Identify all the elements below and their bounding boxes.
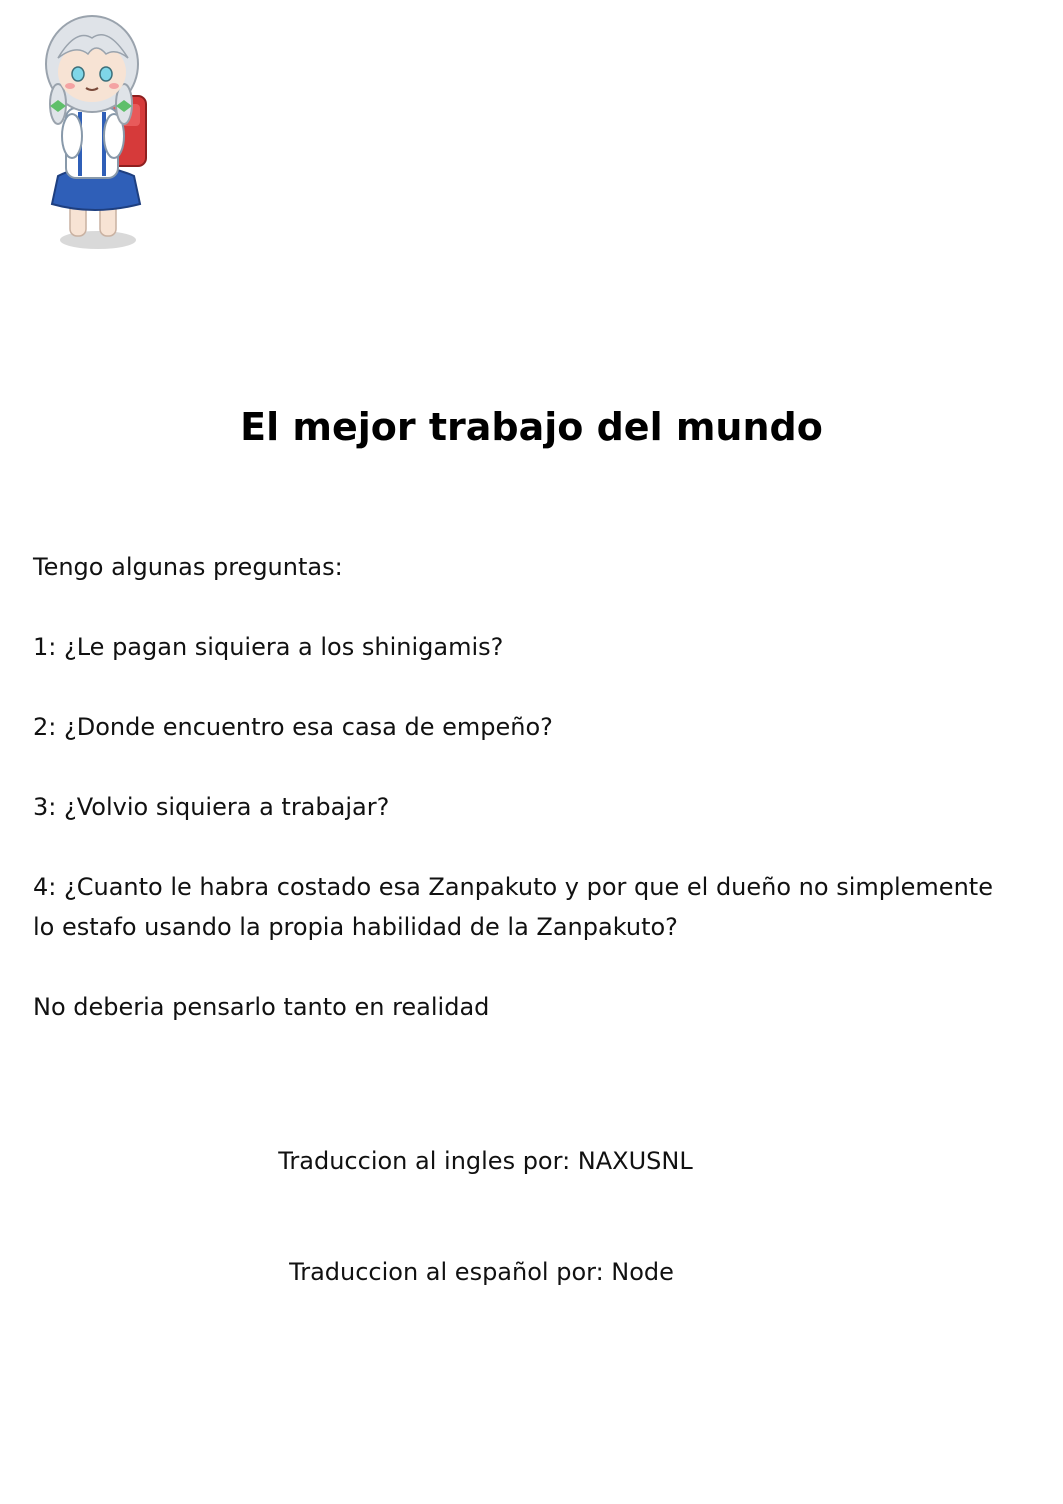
mascot-illustration	[36, 8, 156, 258]
question-4: 4: ¿Cuanto le habra costado esa Zanpakuto y por que el dueño no simplemente lo estafo usando la propia habilidad de la Zanpakuto?	[33, 873, 993, 941]
question-2: 2: ¿Donde encuentro esa casa de empeño?	[33, 713, 553, 741]
page-title: El mejor trabajo del mundo	[240, 405, 823, 449]
english-translation-credit: Traduccion al ingles por: NAXUSNL	[278, 1147, 693, 1175]
closing-text: No deberia pensarlo tanto en realidad	[33, 993, 490, 1021]
chibi-girl-icon	[36, 8, 156, 258]
intro-text: Tengo algunas preguntas:	[33, 553, 343, 581]
question-1: 1: ¿Le pagan siquiera a los shinigamis?	[33, 633, 504, 661]
spanish-translation-credit: Traduccion al español por: Node	[289, 1258, 674, 1286]
question-3: 3: ¿Volvio siquiera a trabajar?	[33, 793, 390, 821]
